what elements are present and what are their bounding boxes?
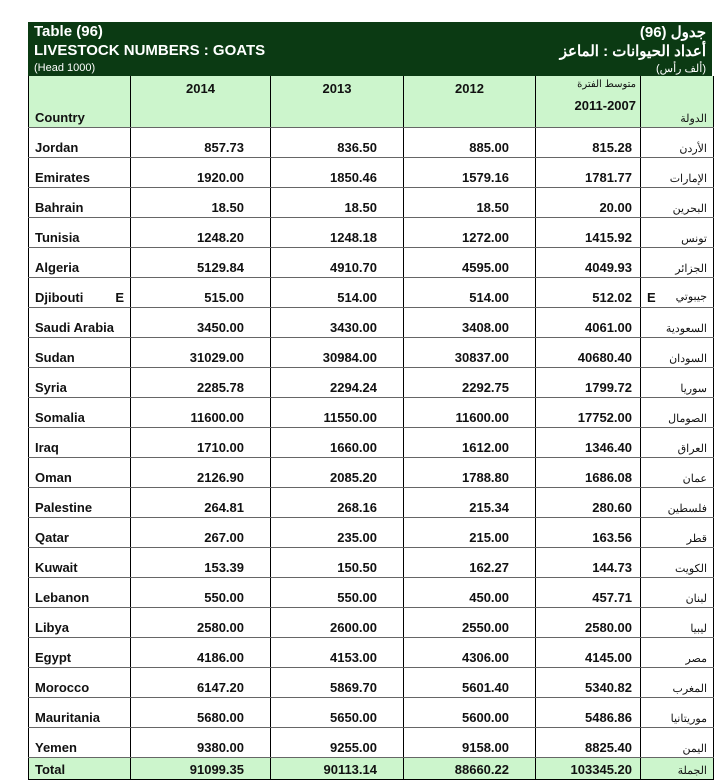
country-ar-cell: [641, 638, 714, 668]
total-row: [29, 758, 714, 780]
table-row: [29, 128, 714, 158]
value-2013: 3430.00: [271, 308, 404, 338]
value-2012: 4306.00: [404, 638, 536, 668]
country-ar-cell: [641, 668, 714, 698]
country-name-ar: سوريا: [680, 383, 707, 395]
table-row: [29, 188, 714, 218]
value-2013: 18.50: [271, 188, 404, 218]
country-name-ar: البحرين: [672, 203, 707, 215]
value-average: 280.60: [536, 488, 641, 518]
country-name: Algeria: [35, 260, 80, 275]
value-2013: 1850.46: [271, 158, 404, 188]
table-row: [29, 368, 714, 398]
country-name-ar: السودان: [669, 353, 707, 365]
value-average: 17752.00: [536, 398, 641, 428]
value-2014: 1920.00: [131, 158, 271, 188]
table-title-ar: أعداد الحيوانات : الماعز: [559, 43, 706, 60]
table-row: [29, 728, 714, 758]
country-cell: [29, 578, 131, 608]
table-row: [29, 278, 714, 308]
value-2014: 1248.20: [131, 218, 271, 248]
value-average: 1415.92: [536, 218, 641, 248]
value-2014: 2285.78: [131, 368, 271, 398]
country-ar-cell: [641, 308, 714, 338]
value-2013: 2600.00: [271, 608, 404, 638]
country-name-ar: فلسطين: [667, 503, 707, 515]
goats-table: [28, 76, 714, 780]
country-name: Emirates: [35, 170, 90, 185]
table-number-ar: جدول (96): [639, 24, 706, 41]
country-name-ar: مصر: [685, 653, 707, 665]
value-average: 1781.77: [536, 158, 641, 188]
value-2014: 5129.84: [131, 248, 271, 278]
value-2013: 11550.00: [271, 398, 404, 428]
value-average: 512.02: [536, 278, 641, 308]
value-2014: 153.39: [131, 548, 271, 578]
value-2012: 1272.00: [404, 218, 536, 248]
value-2012: 162.27: [404, 548, 536, 578]
table-number-en: Table (96): [34, 23, 103, 40]
value-average: 4145.00: [536, 638, 641, 668]
country-name: Mauritania: [35, 710, 101, 725]
col-average-ar: متوسط الفترة: [577, 79, 636, 90]
country-ar-cell: [641, 368, 714, 398]
value-2013: 9255.00: [271, 728, 404, 758]
value-2014: 31029.00: [131, 338, 271, 368]
value-2012: 215.00: [404, 518, 536, 548]
country-name-ar: العراق: [677, 443, 707, 455]
value-2013: 5869.70: [271, 668, 404, 698]
value-average: 5340.82: [536, 668, 641, 698]
table-row: [29, 548, 714, 578]
country-cell: [29, 218, 131, 248]
col-2012: 2012: [404, 76, 536, 128]
table-row: [29, 518, 714, 548]
country-name-ar: موريتانيا: [670, 713, 707, 725]
country-ar-cell: [641, 758, 714, 780]
table-row: [29, 218, 714, 248]
country-name-ar: الجملة: [677, 765, 707, 777]
value-2013: 150.50: [271, 548, 404, 578]
country-cell: [29, 368, 131, 398]
value-2014: 264.81: [131, 488, 271, 518]
country-name: Iraq: [35, 440, 59, 455]
country-cell: [29, 548, 131, 578]
value-2012: 885.00: [404, 128, 536, 158]
value-2012: 514.00: [404, 278, 536, 308]
country-name-ar: قطر: [686, 533, 707, 545]
country-name-ar: الصومال: [668, 413, 707, 425]
country-cell: [29, 338, 131, 368]
value-average: 163.56: [536, 518, 641, 548]
country-cell: [29, 758, 131, 780]
col-country: Country: [29, 76, 131, 128]
table-row: [29, 428, 714, 458]
country-ar-cell: [641, 608, 714, 638]
country-name: Sudan: [35, 350, 75, 365]
country-name: Tunisia: [35, 230, 80, 245]
value-2012: 11600.00: [404, 398, 536, 428]
value-2012: 3408.00: [404, 308, 536, 338]
value-2014: 515.00: [131, 278, 271, 308]
country-cell: [29, 428, 131, 458]
country-ar-cell: [641, 248, 714, 278]
country-ar-cell: [641, 128, 714, 158]
value-2014: 5680.00: [131, 698, 271, 728]
country-ar-cell: [641, 278, 714, 308]
value-2012: 1579.16: [404, 158, 536, 188]
value-average: 4049.93: [536, 248, 641, 278]
country-cell: [29, 608, 131, 638]
country-ar-cell: [641, 518, 714, 548]
country-name-ar: ليبيا: [690, 623, 707, 635]
value-average: 144.73: [536, 548, 641, 578]
country-name: Jordan: [35, 140, 79, 155]
value-2012: 18.50: [404, 188, 536, 218]
country-cell: [29, 128, 131, 158]
value-2014: 3450.00: [131, 308, 271, 338]
column-header-row: [29, 76, 714, 128]
table-row: [29, 248, 714, 278]
country-name-ar: الأردن: [679, 143, 707, 155]
value-average: 5486.86: [536, 698, 641, 728]
country-ar-cell: [641, 488, 714, 518]
value-2013: 1248.18: [271, 218, 404, 248]
value-2013: 4153.00: [271, 638, 404, 668]
estimate-flag-ar: E: [647, 290, 656, 305]
country-cell: [29, 278, 131, 308]
value-2014: 9380.00: [131, 728, 271, 758]
country-name-ar: الكويت: [674, 563, 707, 575]
country-name-ar: عمان: [682, 473, 707, 485]
country-ar-cell: [641, 458, 714, 488]
country-name: Qatar: [35, 530, 69, 545]
country-name: Bahrain: [35, 200, 84, 215]
country-ar-cell: [641, 578, 714, 608]
value-2013: 268.16: [271, 488, 404, 518]
value-2014: 4186.00: [131, 638, 271, 668]
country-name: Total: [35, 762, 66, 777]
col-country-ar: الدولة: [641, 76, 714, 128]
value-2012: 2550.00: [404, 608, 536, 638]
table-row: [29, 698, 714, 728]
value-2013: 2294.24: [271, 368, 404, 398]
value-2012: 450.00: [404, 578, 536, 608]
table-row: [29, 608, 714, 638]
country-ar-cell: [641, 338, 714, 368]
value-2012: 4595.00: [404, 248, 536, 278]
country-name: Egypt: [35, 650, 72, 665]
country-cell: [29, 698, 131, 728]
country-name: Yemen: [35, 740, 77, 755]
estimate-flag: E: [115, 290, 124, 305]
country-cell: [29, 398, 131, 428]
value-2014: 18.50: [131, 188, 271, 218]
value-2012: 5600.00: [404, 698, 536, 728]
country-name: Palestine: [35, 500, 93, 515]
value-2013: 30984.00: [271, 338, 404, 368]
value-2014: 91099.35: [131, 758, 271, 780]
col-average: [536, 76, 641, 128]
value-2013: 550.00: [271, 578, 404, 608]
value-average: 40680.40: [536, 338, 641, 368]
table-row: [29, 638, 714, 668]
country-ar-cell: [641, 218, 714, 248]
table-row: [29, 398, 714, 428]
country-cell: [29, 308, 131, 338]
country-cell: [29, 728, 131, 758]
country-name-ar: جيبوتي: [675, 291, 707, 303]
table-title-en: LIVESTOCK NUMBERS : GOATS: [34, 42, 266, 59]
value-2014: 857.73: [131, 128, 271, 158]
table-row: [29, 668, 714, 698]
value-2012: 30837.00: [404, 338, 536, 368]
country-cell: [29, 668, 131, 698]
value-average: 1799.72: [536, 368, 641, 398]
value-2014: 267.00: [131, 518, 271, 548]
value-average: 2580.00: [536, 608, 641, 638]
table-row: [29, 308, 714, 338]
value-2014: 2580.00: [131, 608, 271, 638]
value-2012: 215.34: [404, 488, 536, 518]
country-name-ar: السعودية: [665, 323, 707, 335]
value-2014: 2126.90: [131, 458, 271, 488]
table-row: [29, 488, 714, 518]
value-2013: 235.00: [271, 518, 404, 548]
value-2014: 6147.20: [131, 668, 271, 698]
country-cell: [29, 248, 131, 278]
country-ar-cell: [641, 428, 714, 458]
col-average-period: 2011-2007: [574, 98, 636, 113]
value-2012: 1788.80: [404, 458, 536, 488]
country-name: Djibouti: [35, 290, 84, 305]
value-2012: 1612.00: [404, 428, 536, 458]
value-average: 457.71: [536, 578, 641, 608]
country-name-ar: المغرب: [672, 683, 707, 695]
value-2013: 1660.00: [271, 428, 404, 458]
country-name: Lebanon: [35, 590, 90, 605]
col-2014: 2014: [131, 76, 271, 128]
country-name-ar: تونس: [681, 233, 707, 245]
table-row: [29, 158, 714, 188]
value-2014: 11600.00: [131, 398, 271, 428]
value-2013: 2085.20: [271, 458, 404, 488]
country-name: Morocco: [35, 680, 90, 695]
unit-en: (Head 1000): [34, 62, 96, 74]
country-name: Oman: [35, 470, 72, 485]
country-cell: [29, 188, 131, 218]
country-name-ar: اليمن: [682, 743, 707, 755]
value-2013: 5650.00: [271, 698, 404, 728]
value-average: 4061.00: [536, 308, 641, 338]
country-name: Syria: [35, 380, 67, 395]
value-average: 1686.08: [536, 458, 641, 488]
value-average: 1346.40: [536, 428, 641, 458]
value-average: 20.00: [536, 188, 641, 218]
col-2013: 2013: [271, 76, 404, 128]
country-cell: [29, 158, 131, 188]
country-ar-cell: [641, 548, 714, 578]
unit-ar: (ألف رأس): [656, 63, 706, 75]
country-name: Saudi Arabia: [35, 320, 114, 335]
country-name-ar: الجزائر: [675, 263, 707, 275]
country-ar-cell: [641, 398, 714, 428]
table-row: [29, 458, 714, 488]
value-2014: 1710.00: [131, 428, 271, 458]
value-2014: 550.00: [131, 578, 271, 608]
country-cell: [29, 638, 131, 668]
value-2012: 88660.22: [404, 758, 536, 780]
table-row: [29, 578, 714, 608]
value-2012: 2292.75: [404, 368, 536, 398]
country-name-ar: الإمارات: [669, 173, 707, 185]
value-2013: 514.00: [271, 278, 404, 308]
table-row: [29, 338, 714, 368]
country-name-ar: لبنان: [685, 593, 707, 605]
value-2012: 5601.40: [404, 668, 536, 698]
value-2013: 4910.70: [271, 248, 404, 278]
country-cell: [29, 458, 131, 488]
table-title-banner: [28, 22, 712, 76]
country-name: Libya: [35, 620, 69, 635]
country-name: Kuwait: [35, 560, 78, 575]
value-average: 815.28: [536, 128, 641, 158]
country-ar-cell: [641, 188, 714, 218]
country-name: Somalia: [35, 410, 85, 425]
country-cell: [29, 488, 131, 518]
value-2013: 90113.14: [271, 758, 404, 780]
country-ar-cell: [641, 728, 714, 758]
country-ar-cell: [641, 158, 714, 188]
country-cell: [29, 518, 131, 548]
value-2013: 836.50: [271, 128, 404, 158]
value-average: 103345.20: [536, 758, 641, 780]
value-average: 8825.40: [536, 728, 641, 758]
value-2012: 9158.00: [404, 728, 536, 758]
country-ar-cell: [641, 698, 714, 728]
